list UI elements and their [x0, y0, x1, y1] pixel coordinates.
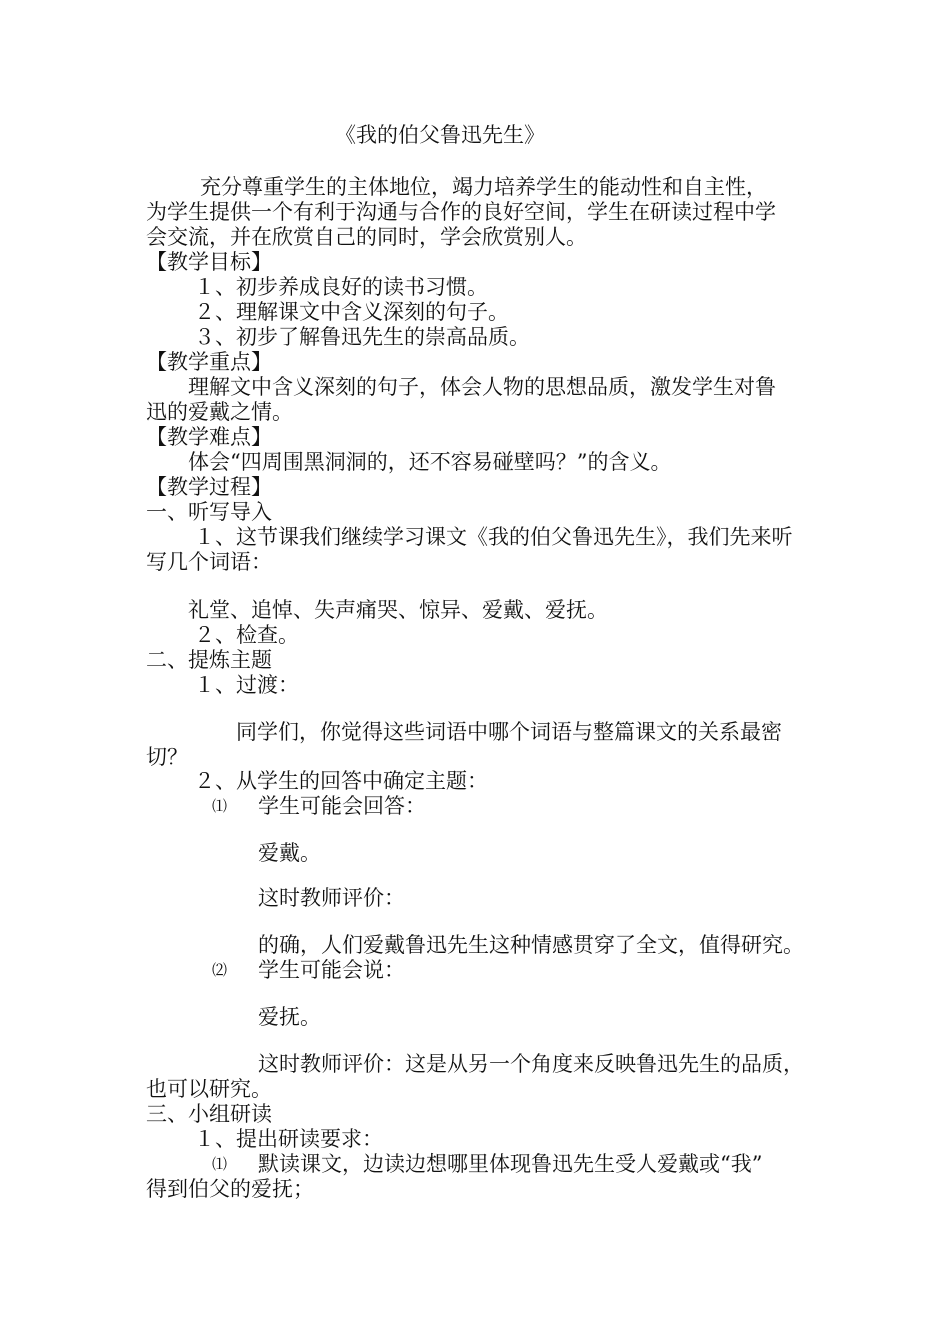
answer-2-number: ⑵ — [212, 961, 228, 979]
answer-1-eval-text: 的确，人们爱戴鲁迅先生这种情感贯穿了全文，值得研究。 — [258, 933, 804, 957]
section-1-item-1-line-1: １、这节课我们继续学习课文《我的伯父鲁迅先生》，我们先来听 — [194, 525, 793, 549]
section-1-item-1-line-2: 写几个词语： — [146, 550, 272, 574]
keypoint-heading: 【教学重点】 — [146, 350, 272, 374]
section-2-heading: 二、提炼主题 — [146, 648, 272, 672]
goals-heading: 【教学目标】 — [146, 250, 272, 274]
section-3-item-1: １、提出研读要求： — [194, 1127, 383, 1151]
requirement-1-line-2: 得到伯父的爱抚； — [146, 1177, 314, 1201]
section-1-item-2: ２、检查。 — [194, 623, 299, 647]
answer-2-word: 爱抚。 — [258, 1005, 321, 1029]
transition-question-line-2: 切？ — [146, 745, 188, 769]
goal-item-2: ２、理解课文中含义深刻的句子。 — [194, 300, 509, 324]
intro-line-2: 为学生提供一个有利于沟通与合作的良好空间，学生在研读过程中学 — [146, 200, 776, 224]
document-title: 《我的伯父鲁迅先生》 — [335, 123, 545, 147]
difficulty-heading: 【教学难点】 — [146, 425, 272, 449]
difficulty-text: 体会“四周围黑洞洞的，还不容易碰壁吗？”的含义。 — [188, 450, 672, 474]
answer-2-intro: 学生可能会说： — [258, 958, 405, 982]
requirement-1-line-1: 默读课文，边读边想哪里体现鲁迅先生受人爱戴或“我” — [258, 1152, 763, 1176]
answer-1-number: ⑴ — [212, 797, 228, 815]
keypoint-line-1: 理解文中含义深刻的句子，体会人物的思想品质，激发学生对鲁 — [188, 375, 776, 399]
answer-1-word: 爱戴。 — [258, 841, 321, 865]
goal-item-3: ３、初步了解鲁迅先生的崇高品质。 — [194, 325, 530, 349]
section-3-heading: 三、小组研读 — [146, 1102, 272, 1126]
dictation-words: 礼堂、追悼、失声痛哭、惊异、爱戴、爱抚。 — [188, 598, 608, 622]
answer-2-eval-line-1: 这时教师评价：这是从另一个角度来反映鲁迅先生的品质， — [258, 1052, 804, 1076]
intro-line-1: 充分尊重学生的主体地位，竭力培养学生的能动性和自主性， — [200, 175, 767, 199]
intro-line-3: 会交流，并在欣赏自己的同时，学会欣赏别人。 — [146, 225, 587, 249]
goal-item-1: １、初步养成良好的读书习惯。 — [194, 275, 488, 299]
answer-1-eval-label: 这时教师评价： — [258, 886, 405, 910]
requirement-1-number: ⑴ — [212, 1155, 228, 1173]
answer-2-eval-line-2: 也可以研究。 — [146, 1077, 272, 1101]
section-2-item-1: １、过渡： — [194, 673, 299, 697]
keypoint-line-2: 迅的爱戴之情。 — [146, 400, 293, 424]
transition-question-line-1: 同学们，你觉得这些词语中哪个词语与整篇课文的关系最密 — [236, 720, 782, 744]
process-heading: 【教学过程】 — [146, 475, 272, 499]
section-1-heading: 一、听写导入 — [146, 500, 272, 524]
section-2-item-2: ２、从学生的回答中确定主题： — [194, 769, 488, 793]
answer-1-intro: 学生可能会回答： — [258, 794, 426, 818]
